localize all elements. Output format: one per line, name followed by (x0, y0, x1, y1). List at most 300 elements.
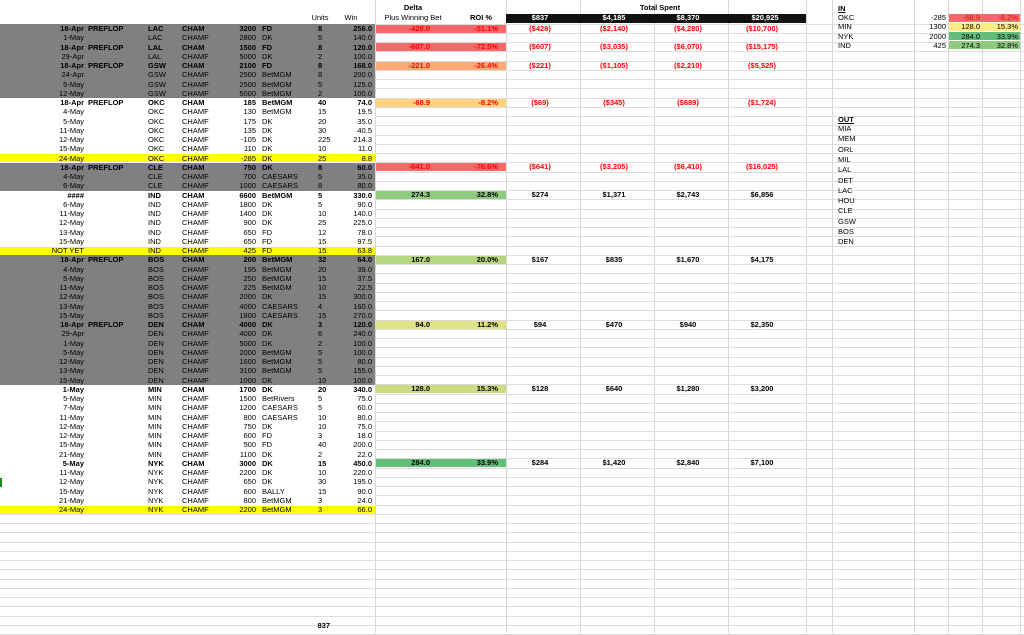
cell-stage[interactable] (88, 192, 146, 200)
cell-market[interactable]: CHAM (182, 256, 205, 265)
cell-units[interactable]: 20 (318, 265, 327, 274)
group-spend-level-4[interactable]: $7,100 (750, 458, 774, 468)
group-spend-level-3[interactable]: ($6,410) (674, 162, 702, 172)
cell-win[interactable]: 18.0 (357, 432, 372, 440)
cell-units[interactable]: 5 (318, 191, 323, 200)
cell-book[interactable]: FD (262, 237, 272, 246)
out-team[interactable]: DEN (838, 238, 854, 247)
cell-units[interactable]: 15 (318, 311, 327, 320)
cell-win[interactable]: 100.0 (353, 89, 372, 98)
cell-book[interactable]: DK (262, 163, 273, 172)
out-team[interactable]: MIL (838, 155, 851, 164)
cell-book[interactable]: DK (262, 34, 273, 43)
group-spend-level-2[interactable]: $1,420 (602, 458, 626, 468)
in-spend[interactable]: 2000 (929, 32, 946, 41)
cell-units[interactable]: 10 (318, 210, 327, 218)
cell-odds[interactable]: 1800 (239, 200, 256, 209)
cell-win[interactable]: 125.0 (353, 80, 372, 89)
group-spend-level-2[interactable]: ($345) (603, 97, 625, 107)
cell-units[interactable]: 40 (318, 441, 327, 450)
cell-market[interactable]: CHAMF (182, 108, 209, 117)
cell-team[interactable]: LAL (148, 43, 163, 52)
cell-stage[interactable]: PREFLOP (88, 256, 124, 265)
cell-stage[interactable] (88, 293, 146, 301)
cell-units[interactable]: 32 (318, 256, 327, 265)
cell-date[interactable]: 24-Apr (61, 71, 84, 80)
cell-units[interactable]: 5 (318, 173, 323, 181)
cell-win[interactable]: 340.0 (353, 385, 372, 394)
cell-win[interactable]: 78.0 (357, 228, 372, 237)
cell-odds[interactable]: 2200 (239, 506, 256, 514)
group-spend-level-2[interactable]: $470 (605, 319, 623, 329)
group-spend-level-1[interactable]: $284 (531, 458, 549, 468)
group-spend-level-1[interactable]: $128 (531, 384, 549, 394)
in-team[interactable]: NYK (838, 32, 854, 41)
cell-win[interactable]: 160.0 (353, 302, 372, 311)
cell-date[interactable]: 7-May (63, 404, 84, 413)
cell-market[interactable]: CHAMF (182, 265, 209, 274)
cell-odds[interactable]: 5000 (239, 52, 256, 61)
group-delta[interactable]: -221.0 (408, 60, 430, 70)
cell-win[interactable]: 100.0 (353, 52, 372, 61)
cell-date[interactable]: 15-May (58, 145, 84, 154)
cell-units[interactable]: 25 (318, 154, 327, 163)
cell-odds[interactable]: 1500 (239, 43, 256, 52)
cell-odds[interactable]: 1800 (239, 311, 256, 320)
cell-date[interactable]: 18-Apr (60, 256, 84, 265)
in-spend[interactable]: 1300 (929, 23, 946, 32)
cell-win[interactable]: 64.0 (357, 256, 372, 265)
cell-win[interactable]: 120.0 (353, 43, 372, 52)
in-spend[interactable]: -285 (930, 14, 946, 22)
cell-win[interactable]: 200.0 (353, 441, 372, 450)
out-team[interactable]: DET (838, 176, 853, 185)
cell-market[interactable]: CHAMF (182, 182, 209, 191)
cell-odds[interactable]: 5000 (239, 339, 256, 348)
cell-stage[interactable] (88, 34, 146, 42)
cell-win[interactable]: 22.5 (357, 284, 372, 292)
cell-win[interactable]: 97.5 (357, 237, 372, 246)
cell-team[interactable]: DEN (148, 348, 164, 357)
cell-odds[interactable]: -105 (240, 136, 256, 144)
cell-win[interactable]: 300.0 (353, 293, 372, 302)
cell-market[interactable]: CHAMF (182, 126, 209, 135)
total-units[interactable]: 837 (317, 622, 330, 630)
cell-market[interactable]: CHAMF (182, 376, 209, 385)
cell-team[interactable]: BOS (148, 311, 164, 320)
cell-win[interactable]: 214.3 (353, 136, 372, 144)
cell-team[interactable]: BOS (148, 293, 164, 302)
cell-units[interactable]: 3 (318, 496, 323, 505)
cell-team[interactable]: BOS (148, 274, 164, 283)
cell-units[interactable]: 10 (318, 145, 327, 154)
cell-date[interactable]: 5-May (63, 395, 84, 403)
cell-book[interactable]: DK (262, 210, 273, 218)
cell-stage[interactable] (88, 210, 146, 218)
cell-units[interactable]: 10 (318, 284, 327, 292)
group-roi[interactable]: -72.5% (474, 42, 498, 51)
cell-book[interactable]: DK (262, 117, 273, 126)
cell-units[interactable]: 8 (318, 25, 323, 33)
cell-market[interactable]: CHAMF (182, 219, 209, 228)
in-delta[interactable]: 274.3 (961, 41, 980, 50)
cell-stage[interactable] (88, 238, 146, 246)
cell-date[interactable]: 5-May (62, 459, 84, 468)
cell-book[interactable]: DK (262, 469, 273, 477)
cell-win[interactable]: 35.0 (357, 173, 372, 181)
cell-units[interactable]: 30 (318, 478, 327, 487)
cell-market[interactable]: CHAM (182, 99, 205, 107)
cell-book[interactable]: DK (262, 52, 273, 61)
cell-market[interactable]: CHAMF (182, 117, 209, 126)
cell-market[interactable]: CHAMF (182, 413, 209, 422)
cell-stage[interactable] (88, 488, 146, 496)
cell-units[interactable]: 30 (318, 126, 327, 135)
cell-date[interactable]: 11-May (59, 469, 84, 477)
cell-market[interactable]: CHAMF (182, 441, 209, 450)
cell-units[interactable]: 15 (318, 459, 327, 468)
cell-date[interactable]: 5-May (63, 274, 84, 283)
cell-date[interactable]: 1-May (62, 385, 84, 394)
group-delta[interactable]: -68.9 (412, 97, 430, 107)
cell-odds[interactable]: 200 (243, 256, 256, 265)
cell-units[interactable]: 10 (318, 413, 327, 422)
cell-date[interactable]: 13-May (58, 228, 84, 237)
cell-odds[interactable]: 130 (243, 108, 256, 117)
group-spend-level-3[interactable]: $2,743 (676, 190, 700, 199)
cell-date[interactable]: 6-May (63, 200, 84, 209)
cell-book[interactable]: DK (262, 376, 273, 385)
cell-odds[interactable]: 6600 (239, 191, 256, 200)
cell-win[interactable]: 256.0 (353, 25, 372, 33)
cell-win[interactable]: 74.0 (357, 99, 372, 107)
cell-date[interactable]: 24-May (58, 154, 84, 163)
group-spend-level-2[interactable]: ($3,205) (600, 162, 628, 172)
cell-stage[interactable]: PREFLOP (88, 62, 124, 70)
cell-team[interactable]: IND (148, 210, 161, 218)
cell-win[interactable]: 100.0 (353, 348, 372, 357)
cell-book[interactable]: CAESARS (262, 404, 298, 413)
cell-date[interactable]: 12-May (58, 478, 84, 487)
cell-win[interactable]: 80.0 (357, 182, 372, 191)
cell-team[interactable]: GSW (148, 71, 166, 80)
cell-stage[interactable] (88, 469, 146, 477)
cell-units[interactable]: 5 (318, 358, 323, 366)
group-spend-level-2[interactable]: ($2,140) (600, 23, 628, 33)
cell-book[interactable]: FD (262, 441, 272, 450)
cell-units[interactable]: 15 (318, 247, 327, 255)
cell-team[interactable]: MIN (148, 395, 162, 403)
cell-win[interactable]: 75.0 (357, 395, 372, 403)
cell-market[interactable]: CHAMF (182, 71, 209, 80)
cell-stage[interactable] (88, 53, 146, 61)
cell-units[interactable]: 25 (318, 219, 327, 228)
in-roi[interactable]: 33.9% (996, 32, 1018, 41)
cell-date[interactable]: 4-May (63, 108, 84, 117)
cell-date[interactable]: 15-May (58, 441, 84, 450)
cell-team[interactable]: CLE (148, 173, 163, 181)
cell-team[interactable]: MIN (148, 404, 162, 413)
cell-win[interactable]: 140.0 (353, 34, 372, 43)
group-roi[interactable]: 15.3% (476, 384, 498, 394)
cell-market[interactable]: CHAMF (182, 145, 209, 154)
cell-stage[interactable] (88, 441, 146, 449)
cell-units[interactable]: 8 (318, 163, 323, 172)
cell-team[interactable]: IND (148, 200, 161, 209)
out-team[interactable]: ORL (838, 145, 854, 154)
cell-book[interactable]: BetMGM (262, 274, 292, 283)
cell-stage[interactable] (88, 423, 146, 431)
cell-win[interactable]: 450.0 (353, 459, 372, 468)
cell-stage[interactable] (88, 451, 146, 459)
group-spend-level-4[interactable]: ($1,724) (748, 97, 776, 107)
group-spend-level-4[interactable]: $4,175 (750, 254, 774, 264)
out-team[interactable]: LAC (838, 186, 853, 195)
cell-book[interactable]: BetMGM (262, 284, 292, 292)
cell-market[interactable]: CHAMF (182, 330, 209, 339)
cell-book[interactable]: BetMGM (262, 265, 292, 274)
cell-market[interactable]: CHAMF (182, 348, 209, 357)
cell-units[interactable]: 15 (318, 237, 327, 246)
cell-market[interactable]: CHAMF (182, 293, 209, 302)
cell-book[interactable]: DK (262, 478, 273, 487)
cell-stage[interactable] (88, 155, 146, 163)
cell-date[interactable]: 12-May (58, 89, 84, 98)
cell-odds[interactable]: 2000 (239, 348, 256, 357)
cell-date[interactable]: 21-May (58, 450, 84, 459)
cell-team[interactable]: LAC (148, 25, 164, 33)
cell-odds[interactable]: 750 (243, 163, 256, 172)
cell-team[interactable]: GSW (148, 80, 166, 89)
in-roi[interactable]: -8.2% (998, 14, 1018, 22)
out-team[interactable]: BOS (838, 228, 854, 236)
group-delta[interactable]: -641.0 (408, 162, 430, 172)
out-team[interactable]: MEM (838, 135, 856, 144)
cell-market[interactable]: CHAMF (182, 339, 209, 348)
cell-date[interactable]: 18-Apr (60, 25, 84, 33)
cell-team[interactable]: BOS (148, 256, 165, 265)
cell-units[interactable]: 2 (318, 339, 323, 348)
group-spend-level-4[interactable]: $2,350 (750, 319, 774, 329)
group-spend-level-1[interactable]: $167 (531, 254, 549, 264)
cell-date[interactable]: 5-May (63, 117, 84, 126)
cell-units[interactable]: 40 (318, 99, 327, 107)
cell-market[interactable]: CHAMF (182, 358, 209, 366)
cell-date[interactable]: 13-May (58, 367, 84, 376)
cell-odds[interactable]: 250 (243, 274, 256, 283)
group-spend-level-4[interactable]: $3,200 (750, 384, 774, 394)
cell-win[interactable]: 40.5 (357, 126, 372, 135)
cell-odds[interactable]: 185 (243, 99, 256, 107)
group-roi[interactable]: 20.0% (476, 254, 498, 264)
group-roi[interactable]: -51.1% (474, 23, 498, 33)
cell-units[interactable]: 15 (318, 274, 327, 283)
cell-book[interactable]: CAESARS (262, 413, 298, 422)
group-delta[interactable]: -428.0 (408, 23, 430, 33)
group-spend-level-4[interactable]: ($15,175) (745, 42, 779, 51)
cell-win[interactable]: 240.0 (353, 330, 372, 339)
cell-market[interactable]: CHAM (182, 62, 205, 70)
cell-market[interactable]: CHAMF (182, 367, 209, 376)
cell-odds[interactable]: 3200 (239, 25, 256, 33)
cell-market[interactable]: CHAM (182, 321, 205, 329)
cell-team[interactable]: NYK (148, 506, 164, 514)
cell-market[interactable]: CHAMF (182, 34, 209, 43)
cell-stage[interactable] (88, 478, 146, 486)
in-spend[interactable]: 425 (933, 41, 946, 50)
cell-team[interactable]: OKC (148, 126, 165, 135)
cell-stage[interactable] (88, 414, 146, 422)
cell-win[interactable]: 195.0 (353, 478, 372, 487)
cell-book[interactable]: BetRivers (262, 395, 295, 403)
group-spend-level-2[interactable]: ($3,035) (600, 42, 628, 51)
cell-date[interactable]: 12-May (58, 432, 84, 440)
group-spend-level-3[interactable]: ($689) (677, 97, 699, 107)
cell-odds[interactable]: 700 (243, 173, 256, 181)
cell-book[interactable]: DK (262, 459, 273, 468)
cell-market[interactable]: CHAM (182, 459, 205, 468)
group-spend-level-1[interactable]: $274 (531, 190, 549, 199)
cell-stage[interactable] (88, 247, 146, 255)
cell-stage[interactable] (88, 303, 146, 311)
cell-team[interactable]: BOS (148, 265, 164, 274)
out-team[interactable]: CLE (838, 207, 853, 216)
group-spend-level-3[interactable]: ($2,210) (674, 60, 702, 70)
cell-win[interactable]: 330.0 (353, 191, 372, 200)
cell-market[interactable]: CHAMF (182, 506, 209, 514)
cell-stage[interactable] (88, 118, 146, 126)
cell-stage[interactable]: PREFLOP (88, 43, 124, 52)
group-roi[interactable]: 11.2% (477, 319, 498, 329)
cell-win[interactable]: 60.0 (357, 404, 372, 413)
group-delta[interactable]: 284.0 (411, 458, 430, 468)
cell-book[interactable]: DK (262, 422, 273, 431)
cell-units[interactable]: 5 (318, 34, 323, 43)
cell-date[interactable]: #### (67, 191, 84, 200)
cell-book[interactable]: BetMGM (262, 358, 292, 366)
cell-book[interactable]: FD (262, 25, 272, 33)
cell-market[interactable]: CHAMF (182, 274, 209, 283)
cell-date[interactable]: 12-May (58, 293, 84, 302)
cell-stage[interactable] (88, 367, 146, 375)
group-roi[interactable]: -76.6% (474, 162, 498, 172)
cell-units[interactable]: 5 (318, 395, 323, 403)
out-team[interactable]: GSW (838, 217, 856, 226)
cell-win[interactable]: 120.0 (353, 321, 372, 329)
cell-units[interactable]: 12 (318, 228, 327, 237)
cell-stage[interactable]: PREFLOP (88, 25, 124, 33)
cell-win[interactable]: 60.0 (357, 163, 372, 172)
cell-market[interactable]: CHAMF (182, 496, 209, 505)
cell-market[interactable]: CHAMF (182, 478, 209, 487)
cell-units[interactable]: 2 (318, 89, 323, 98)
group-roi[interactable]: 33.9% (476, 458, 498, 468)
cell-units[interactable]: 3 (318, 432, 323, 440)
cell-win[interactable]: 90.0 (357, 487, 372, 496)
cell-market[interactable]: CHAMF (182, 469, 209, 477)
cell-team[interactable]: NYK (148, 459, 164, 468)
cell-odds[interactable]: 1400 (239, 210, 256, 218)
cell-book[interactable]: FD (262, 43, 272, 52)
cell-units[interactable]: 2 (318, 52, 323, 61)
cell-stage[interactable] (88, 386, 146, 394)
cell-market[interactable]: CHAMF (182, 136, 209, 144)
cell-book[interactable]: CAESARS (262, 182, 298, 191)
cell-team[interactable]: GSW (148, 89, 166, 98)
cell-date[interactable]: 18-Apr (60, 62, 84, 70)
cell-units[interactable]: 5 (318, 367, 323, 376)
group-delta[interactable]: -607.0 (408, 42, 430, 51)
cell-date[interactable]: 12-May (58, 136, 84, 144)
cell-book[interactable]: FD (262, 432, 272, 440)
cell-date[interactable]: 15-May (58, 376, 84, 385)
group-roi[interactable]: 32.8% (476, 190, 498, 199)
group-spend-level-4[interactable]: ($10,700) (745, 23, 779, 33)
cell-date[interactable]: 11-May (59, 413, 84, 422)
cell-date[interactable]: 29-Apr (61, 330, 84, 339)
cell-win[interactable]: 63.8 (357, 247, 372, 255)
cell-stage[interactable] (88, 71, 146, 79)
cell-market[interactable]: CHAMF (182, 237, 209, 246)
cell-team[interactable]: IND (148, 247, 161, 255)
group-spend-level-2[interactable]: $1,371 (602, 190, 626, 199)
cell-stage[interactable] (88, 404, 146, 412)
cell-team[interactable]: DEN (148, 330, 164, 339)
cell-units[interactable]: 10 (318, 376, 327, 385)
cell-odds[interactable]: 500 (243, 441, 256, 450)
cell-date[interactable]: 4-May (63, 265, 84, 274)
group-spend-level-3[interactable]: $2,840 (676, 458, 700, 468)
group-roi[interactable]: -26.4% (474, 60, 498, 70)
cell-team[interactable]: DEN (148, 358, 164, 366)
group-spend-level-1[interactable]: ($69) (531, 97, 549, 107)
cell-units[interactable]: 3 (318, 506, 323, 514)
cell-units[interactable]: 5 (318, 80, 323, 89)
group-spend-level-1[interactable]: ($641) (529, 162, 551, 172)
cell-team[interactable]: MIN (148, 432, 162, 440)
cell-market[interactable]: CHAMF (182, 432, 209, 440)
in-roi[interactable]: 15.3% (996, 23, 1018, 32)
cell-win[interactable]: 11.0 (357, 145, 372, 154)
cell-odds[interactable]: 4000 (239, 302, 256, 311)
cell-odds[interactable]: 110 (244, 145, 256, 154)
cell-market[interactable]: CHAMF (182, 311, 209, 320)
cell-team[interactable]: IND (148, 228, 161, 237)
cell-odds[interactable]: 1100 (239, 450, 256, 459)
cell-odds[interactable]: 1500 (239, 395, 256, 403)
cell-book[interactable]: DK (262, 126, 273, 135)
group-spend-level-4[interactable]: ($16,025) (745, 162, 779, 172)
cell-odds[interactable]: 135 (243, 126, 256, 135)
cell-book[interactable]: CAESARS (262, 173, 298, 181)
out-team[interactable]: MIA (838, 125, 852, 133)
group-spend-level-1[interactable]: ($607) (529, 42, 551, 51)
cell-units[interactable]: 15 (318, 108, 327, 117)
cell-team[interactable]: CLE (148, 163, 163, 172)
cell-stage[interactable] (88, 136, 146, 144)
cell-book[interactable]: DK (262, 385, 273, 394)
cell-win[interactable]: 80.0 (357, 358, 372, 366)
cell-odds[interactable]: 3000 (239, 459, 256, 468)
cell-date[interactable]: 5-May (63, 80, 84, 89)
cell-odds[interactable]: 1700 (239, 385, 256, 394)
cell-stage[interactable]: PREFLOP (88, 99, 124, 107)
cell-book[interactable]: DK (262, 450, 273, 459)
cell-stage[interactable] (88, 127, 146, 135)
cell-team[interactable]: MIN (148, 450, 162, 459)
cell-units[interactable]: 2 (318, 450, 323, 459)
cell-odds[interactable]: 2500 (239, 71, 256, 80)
